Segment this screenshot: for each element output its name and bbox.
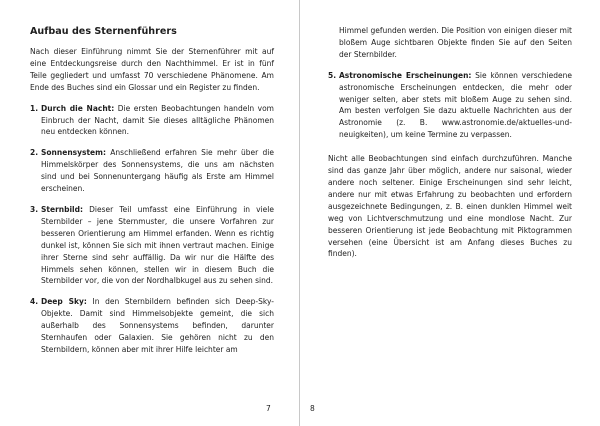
item-number: 2.: [30, 148, 39, 158]
left-page-content: [30, 26, 274, 365]
page-number-left: 7: [266, 404, 271, 413]
item-text: Sie können verschiedene astronomische Erscheinungen entdecken, die mehr oder weniger selten, aber stets mit bloßem Auge zu sehen sind. Am besten verfolgen Sie dazu aktuelle Nachrichten aus der Astronomie (z. B. www.astronomie.de/aktuelles-und-neuigkeiten), um keine Termine zu verpassen.: [339, 70, 573, 140]
item-number: 4.: [30, 297, 39, 307]
list-item-1: [30, 103, 274, 139]
list-item-5: [328, 70, 572, 141]
list-item-3: [30, 204, 274, 287]
item-text: Dieser Teil umfasst eine Einführung in viele Sternbilder – jene Sternmuster, die unsere Vorfahren zur besseren Orientierung am Himmel erfanden. Wenn es richtig dunkel ist, können Sie sich mit ihnen vertraut machen. Einige ihrer Sterne sind sehr auffällig. Da wir nur die Hälfte des Himmels sehen können, stellen wir in diesem Buch die Sternbilder vor, die von der Nordhalbkugel aus zu sehen sind.: [41, 204, 274, 286]
list-item-4: [30, 296, 274, 356]
item-label: Astronomische Erscheinungen:: [339, 70, 472, 80]
item-label: Sternbild:: [41, 204, 83, 214]
intro-paragraph: Nach dieser Einführung nimmt Sie der Sternenführer mit auf eine Entdeckungsreise durch den Nachthimmel. Er ist in fünf Teile gegliedert und umfasst 70 verschiedene Phänomene. Am Ende des Buches sind ein Glossar und ein Register zu finden.: [30, 47, 274, 92]
continuation-paragraph: Himmel gefunden werden. Die Position von einigen dieser mit bloßem Auge sichtbaren Objekte finden Sie auf den Seiten der Sternbilder.: [339, 26, 572, 59]
list-item-2: [30, 147, 274, 195]
page-number-right: 8: [310, 404, 315, 413]
item-number: 3.: [30, 204, 39, 214]
item-label: Durch die Nacht:: [41, 103, 115, 113]
item-label: Deep Sky:: [41, 297, 87, 307]
item-label: Sonnensystem:: [41, 148, 106, 158]
item-text: In den Sternbildern befinden sich Deep-Sky-Objekte. Damit sind Himmelsobjekte gemeint, die sich außerhalb des Sonnensystems befinden, darunter Sternhaufen oder Galaxien. Sie gehören nicht zu den Sternbildern, können aber mit ihrer Hilfe leichter am: [41, 297, 274, 354]
closing-paragraph: Nicht alle Beobachtungen sind einfach durchzuführen. Manche sind das ganze Jahr über möglich, andere nur saisonal, wieder andere noch seltener. Einige Erscheinungen sind sehr leicht, andere nur mit etwas Erfahrung zu beobachten und erfordern ausgezeichnete Bedingungen, z. B. einen dunklen Himmel weit weg von Lichtverschmutzung und eine mondlose Nacht. Zur besseren Orientierung ist jede Beobachtung mit Piktogrammen versehen (eine Übersicht ist am Anfang dieses Buches zu finden).: [328, 154, 572, 259]
right-page: [300, 0, 600, 426]
section-heading: Aufbau des Sternenführers: [30, 26, 177, 37]
right-page-content: [328, 25, 572, 269]
item-text: Die ersten Beobachtungen handeln vom Einbruch der Nacht, damit Sie dieses alltägliche Phänomen neu entdecken können.: [41, 103, 274, 137]
item-number: 1.: [30, 103, 39, 113]
item-text: Anschließend erfahren Sie mehr über die Himmelskörper des Sonnensystems, die uns am nächsten sind und bei Sonnenuntergang häufig als Erste am Himmel erscheinen.: [41, 148, 274, 194]
item-number: 5.: [328, 70, 337, 80]
